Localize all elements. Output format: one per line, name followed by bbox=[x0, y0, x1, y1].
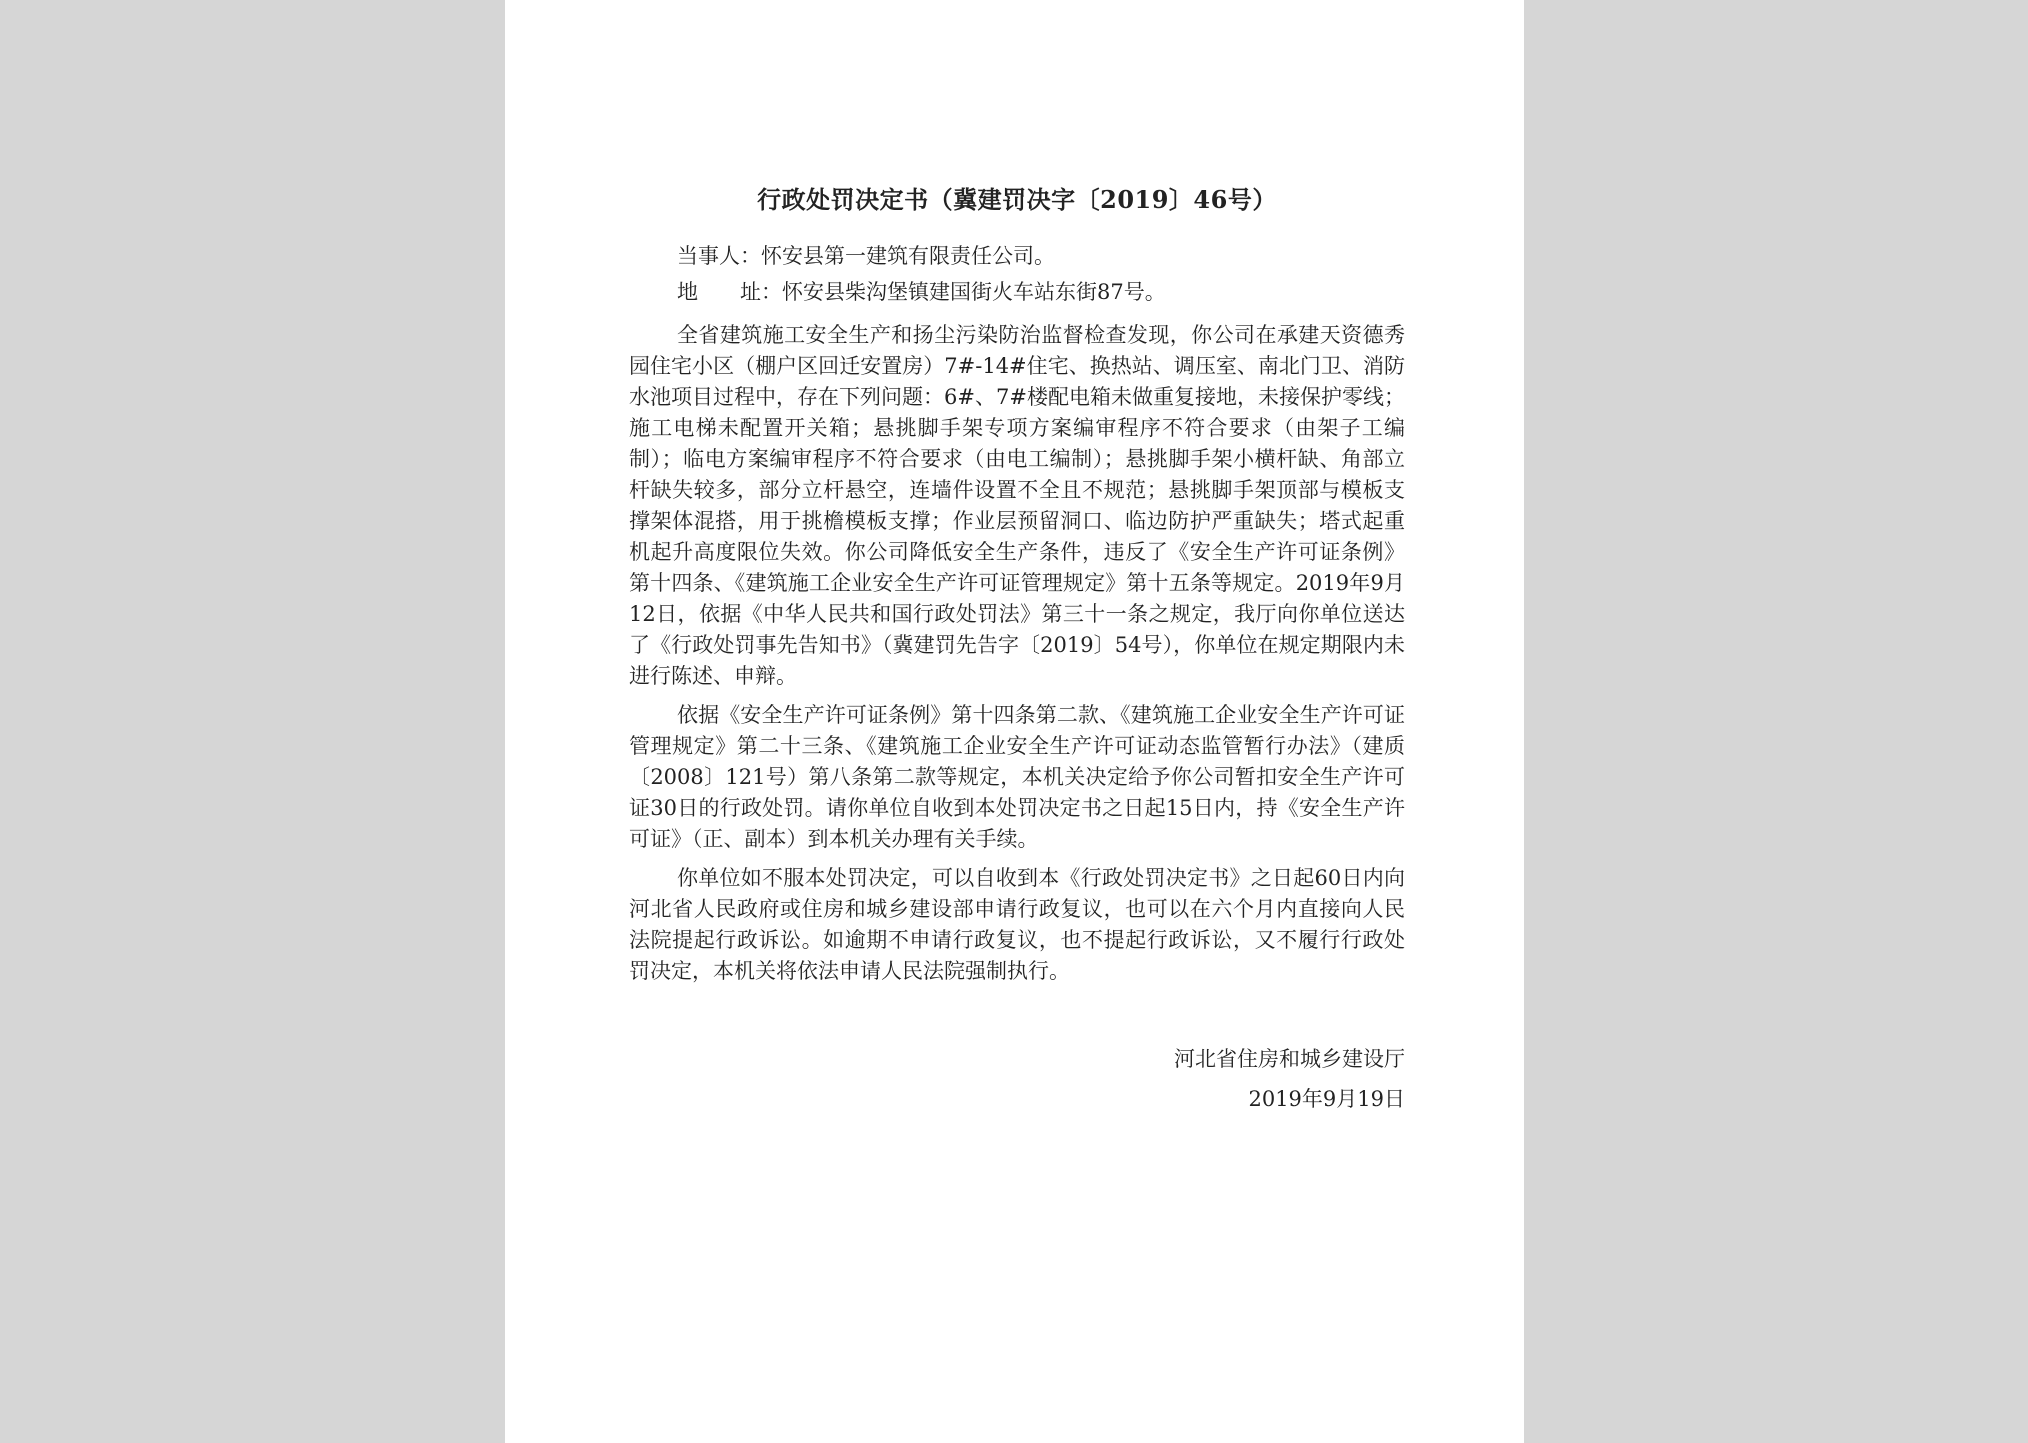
address-line: 地 址：怀安县柴沟堡镇建国街火车站东街87号。 bbox=[677, 280, 1166, 304]
party-line: 当事人：怀安县第一建筑有限责任公司。 bbox=[677, 244, 1055, 268]
appeal-paragraph: 你单位如不服本处罚决定，可以自收到本《行政处罚决定书》之日起60日内向河北省人民政府或住房和城乡建设部申请行政复议，也可以在六个月内直接向人民法院提起行政诉讼。如逾期不申请行政复议，也不提起行政诉讼，又不履行行政处罚决定，本机关将依法申请人民法院强制执行。 bbox=[629, 866, 1405, 983]
document-page bbox=[505, 0, 1524, 1443]
document-content bbox=[629, 180, 1405, 1119]
issue-date: 2019年9月19日 bbox=[1248, 1087, 1405, 1111]
findings-paragraph: 全省建筑施工安全生产和扬尘污染防治监督检查发现，你公司在承建天资德秀园住宅小区（棚户区回迁安置房）7#-14#住宅、换热站、调压室、南北门卫、消防水池项目过程中，存在下列问题：6#、7#楼配电箱未做重复接地，未接保护零线；施工电梯未配置开关箱；悬挑脚手架专项方案编审程序不符合要求（由架子工编制）；临电方案编审程序不符合要求（由电工编制）；悬挑脚手架小横杆缺、角部立杆缺失较多，部分立杆悬空，连墙件设置不全且不规范；悬挑脚手架顶部与模板支撑架体混搭，用于挑檐模板支撑；作业层预留洞口、临边防护严重缺失；塔式起重机起升高度限位失效。你公司降低安全生产条件，违反了《安全生产许可证条例》第十四条、《建筑施工企业安全生产许可证管理规定》第十五条等规定。2019年9月12日，依据《中华人民共和国行政处罚法》第三十一条之规定，我厅向你单位送达了《行政处罚事先告知书》（冀建罚先告字〔2019〕54号），你单位在规定期限内未进行陈述、申辩。 bbox=[629, 323, 1405, 688]
document-title: 行政处罚决定书（冀建罚决字〔2019〕46号） bbox=[757, 185, 1277, 214]
signature-block bbox=[629, 1039, 1405, 1119]
issuer-name: 河北省住房和城乡建设厅 bbox=[1174, 1047, 1405, 1071]
decision-paragraph: 依据《安全生产许可证条例》第十四条第二款、《建筑施工企业安全生产许可证管理规定》第二十三条、《建筑施工企业安全生产许可证动态监管暂行办法》（建质〔2008〕121号）第八条第二款等规定，本机关决定给予你公司暂扣安全生产许可证30日的行政处罚。请你单位自收到本处罚决定书之日起15日内，持《安全生产许可证》（正、副本）到本机关办理有关手续。 bbox=[629, 703, 1405, 851]
